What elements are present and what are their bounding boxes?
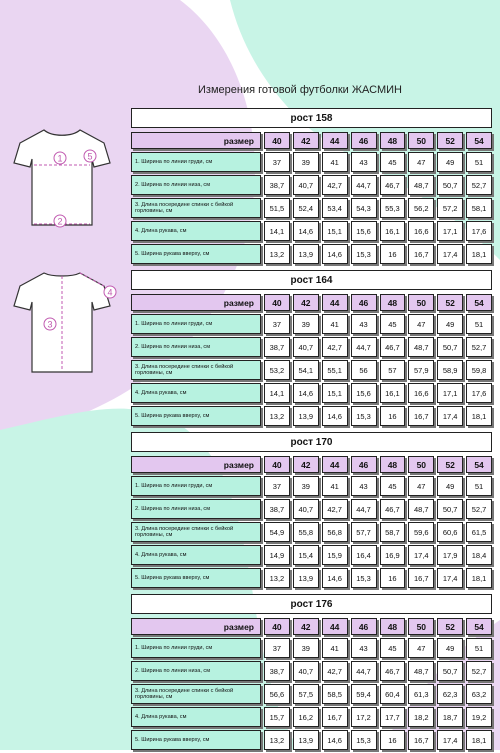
- measure-value-cell: 47: [408, 314, 434, 334]
- measure-value-cell: 16,7: [408, 568, 434, 588]
- measure-value-cell: 15,4: [293, 545, 319, 565]
- measure-value-cell: 52,7: [466, 661, 492, 681]
- measure-value-cell: 16,1: [380, 221, 406, 241]
- tshirt-back-diagram: [12, 268, 122, 380]
- measure-value-cell: 16,6: [408, 383, 434, 403]
- measure-label: 2. Ширина по линии низа, см: [131, 661, 261, 681]
- measure-value-cell: 37: [264, 152, 290, 172]
- measure-value-cell: 53,4: [322, 198, 348, 218]
- measure-value-cell: 18,7: [437, 707, 463, 727]
- measure-value-cell: 41: [322, 314, 348, 334]
- size-table: [131, 454, 492, 591]
- measure-value-cell: 13,2: [264, 406, 290, 426]
- size-header-cell: 40: [264, 618, 290, 635]
- marker-4-label: 4: [107, 287, 113, 298]
- measure-value-cell: 38,7: [264, 661, 290, 681]
- measure-value-cell: 17,9: [437, 545, 463, 565]
- measure-value-cell: 45: [380, 638, 406, 658]
- measure-value-cell: 17,1: [437, 221, 463, 241]
- measure-value-cell: 43: [351, 152, 377, 172]
- measure-value-cell: 51: [466, 314, 492, 334]
- measure-value-cell: 45: [380, 314, 406, 334]
- measure-value-cell: 49: [437, 476, 463, 496]
- measure-value-cell: 57,9: [408, 360, 434, 380]
- measure-value-cell: 47: [408, 476, 434, 496]
- measure-value-cell: 15,3: [351, 568, 377, 588]
- measure-value-cell: 61,5: [466, 522, 492, 542]
- size-table: [131, 616, 492, 753]
- measure-label: 1. Ширина по линии груди, см: [131, 314, 261, 334]
- measure-value-cell: 15,1: [322, 221, 348, 241]
- size-header-label: размер: [131, 456, 261, 473]
- measure-label: 1. Ширина по линии груди, см: [131, 638, 261, 658]
- measure-value-cell: 15,7: [264, 707, 290, 727]
- measure-value-cell: 17,4: [408, 545, 434, 565]
- measure-value-cell: 51: [466, 476, 492, 496]
- measure-label: 3. Длина посередине спинки с бейкой горловины, см: [131, 522, 261, 542]
- measure-value-cell: 45: [380, 476, 406, 496]
- measure-value-cell: 13,9: [293, 406, 319, 426]
- size-table-block: [131, 594, 492, 753]
- size-header-cell: 50: [408, 132, 434, 149]
- measure-value-cell: 49: [437, 638, 463, 658]
- measure-value-cell: 55,8: [293, 522, 319, 542]
- marker-3-label: 3: [47, 319, 53, 330]
- measure-value-cell: 44,7: [351, 661, 377, 681]
- measure-value-cell: 46,7: [380, 499, 406, 519]
- measure-value-cell: 58,1: [466, 198, 492, 218]
- measure-value-cell: 58,7: [380, 522, 406, 542]
- measure-value-cell: 16: [380, 730, 406, 750]
- measure-value-cell: 16,7: [408, 730, 434, 750]
- measure-value-cell: 41: [322, 152, 348, 172]
- measure-value-cell: 50,7: [437, 175, 463, 195]
- height-label: рост 164: [131, 270, 492, 290]
- measure-value-cell: 44,7: [351, 337, 377, 357]
- measure-value-cell: 38,7: [264, 175, 290, 195]
- measure-value-cell: 16,6: [408, 221, 434, 241]
- measure-value-cell: 14,6: [322, 244, 348, 264]
- measure-value-cell: 51: [466, 638, 492, 658]
- size-table-block: [131, 270, 492, 429]
- measure-value-cell: 17,2: [351, 707, 377, 727]
- measure-value-cell: 60,6: [437, 522, 463, 542]
- measure-value-cell: 56,6: [264, 684, 290, 704]
- size-header-cell: 52: [437, 456, 463, 473]
- measure-label: 4. Длина рукава, см: [131, 383, 261, 403]
- size-header-cell: 50: [408, 618, 434, 635]
- measure-value-cell: 14,6: [293, 383, 319, 403]
- measure-value-cell: 62,3: [437, 684, 463, 704]
- measure-value-cell: 17,4: [437, 406, 463, 426]
- measure-value-cell: 17,4: [437, 244, 463, 264]
- measure-value-cell: 17,6: [466, 221, 492, 241]
- measure-value-cell: 43: [351, 314, 377, 334]
- size-header-cell: 46: [351, 294, 377, 311]
- measure-value-cell: 44,7: [351, 175, 377, 195]
- measure-value-cell: 13,9: [293, 730, 319, 750]
- measure-value-cell: 59,6: [408, 522, 434, 542]
- measure-value-cell: 59,8: [466, 360, 492, 380]
- measure-label: 3. Длина посередине спинки с бейкой горловины, см: [131, 684, 261, 704]
- measure-value-cell: 46,7: [380, 175, 406, 195]
- measure-value-cell: 53,2: [264, 360, 290, 380]
- measure-value-cell: 16,9: [380, 545, 406, 565]
- measure-value-cell: 39: [293, 476, 319, 496]
- measure-value-cell: 49: [437, 152, 463, 172]
- size-header-cell: 40: [264, 294, 290, 311]
- measure-value-cell: 57,2: [437, 198, 463, 218]
- measure-value-cell: 50,7: [437, 337, 463, 357]
- measure-value-cell: 39: [293, 638, 319, 658]
- measure-value-cell: 48,7: [408, 175, 434, 195]
- size-header-label: размер: [131, 294, 261, 311]
- measure-value-cell: 50,7: [437, 661, 463, 681]
- size-header-cell: 46: [351, 618, 377, 635]
- height-label: рост 170: [131, 432, 492, 452]
- marker-1-label: 1: [57, 153, 63, 164]
- measure-value-cell: 15,6: [351, 221, 377, 241]
- measure-value-cell: 39: [293, 314, 319, 334]
- measure-value-cell: 42,7: [322, 661, 348, 681]
- measure-label: 5. Ширина рукава вверху, см: [131, 730, 261, 750]
- measure-label: 2. Ширина по линии низа, см: [131, 499, 261, 519]
- measure-label: 4. Длина рукава, см: [131, 707, 261, 727]
- measure-value-cell: 14,1: [264, 221, 290, 241]
- measure-value-cell: 17,4: [437, 730, 463, 750]
- measure-value-cell: 14,6: [293, 221, 319, 241]
- measure-value-cell: 63,2: [466, 684, 492, 704]
- measure-value-cell: 58,9: [437, 360, 463, 380]
- measure-value-cell: 60,4: [380, 684, 406, 704]
- measure-value-cell: 14,1: [264, 383, 290, 403]
- measure-value-cell: 46,7: [380, 661, 406, 681]
- measure-value-cell: 50,7: [437, 499, 463, 519]
- measure-value-cell: 14,6: [322, 730, 348, 750]
- marker-2-label: 2: [57, 216, 63, 227]
- measure-value-cell: 48,7: [408, 337, 434, 357]
- measure-value-cell: 13,2: [264, 730, 290, 750]
- size-header-cell: 54: [466, 456, 492, 473]
- measure-value-cell: 16,4: [351, 545, 377, 565]
- measure-value-cell: 55,1: [322, 360, 348, 380]
- measure-label: 5. Ширина рукава вверху, см: [131, 244, 261, 264]
- size-header-cell: 44: [322, 618, 348, 635]
- measure-value-cell: 55,3: [380, 198, 406, 218]
- size-table: [131, 292, 492, 429]
- measure-value-cell: 17,4: [437, 568, 463, 588]
- measure-value-cell: 44,7: [351, 499, 377, 519]
- measure-value-cell: 15,3: [351, 244, 377, 264]
- size-header-cell: 40: [264, 132, 290, 149]
- measure-label: 1. Ширина по линии груди, см: [131, 152, 261, 172]
- measure-value-cell: 43: [351, 638, 377, 658]
- measure-value-cell: 47: [408, 152, 434, 172]
- measure-value-cell: 51,5: [264, 198, 290, 218]
- size-header-cell: 52: [437, 618, 463, 635]
- measure-label: 4. Длина рукава, см: [131, 545, 261, 565]
- measure-value-cell: 16,1: [380, 383, 406, 403]
- measure-label: 2. Ширина по линии низа, см: [131, 337, 261, 357]
- measure-value-cell: 43: [351, 476, 377, 496]
- size-header-cell: 48: [380, 294, 406, 311]
- measure-value-cell: 16: [380, 568, 406, 588]
- measure-value-cell: 18,1: [466, 244, 492, 264]
- measure-value-cell: 18,2: [408, 707, 434, 727]
- measure-value-cell: 48,7: [408, 661, 434, 681]
- measure-value-cell: 54,9: [264, 522, 290, 542]
- measure-value-cell: 42,7: [322, 337, 348, 357]
- measure-value-cell: 58,5: [322, 684, 348, 704]
- size-header-cell: 40: [264, 456, 290, 473]
- size-header-cell: 54: [466, 132, 492, 149]
- tshirt-front-outline: [14, 130, 110, 225]
- measure-value-cell: 18,1: [466, 406, 492, 426]
- measure-value-cell: 40,7: [293, 499, 319, 519]
- measure-label: 2. Ширина по линии низа, см: [131, 175, 261, 195]
- measure-value-cell: 56,2: [408, 198, 434, 218]
- measure-value-cell: 16: [380, 244, 406, 264]
- measure-value-cell: 14,6: [322, 406, 348, 426]
- measure-value-cell: 37: [264, 314, 290, 334]
- size-header-cell: 46: [351, 456, 377, 473]
- page-title: Измерения готовой футболки ЖАСМИН: [198, 84, 402, 96]
- size-header-cell: 42: [293, 618, 319, 635]
- size-header-cell: 44: [322, 294, 348, 311]
- measure-value-cell: 38,7: [264, 499, 290, 519]
- size-header-cell: 42: [293, 132, 319, 149]
- height-label: рост 158: [131, 108, 492, 128]
- tshirt-front-diagram: [12, 125, 122, 235]
- measure-value-cell: 18,1: [466, 568, 492, 588]
- size-header-cell: 42: [293, 456, 319, 473]
- measure-value-cell: 16,7: [408, 406, 434, 426]
- measure-value-cell: 59,4: [351, 684, 377, 704]
- measure-value-cell: 13,9: [293, 244, 319, 264]
- measure-value-cell: 40,7: [293, 337, 319, 357]
- measure-value-cell: 18,4: [466, 545, 492, 565]
- measure-value-cell: 42,7: [322, 499, 348, 519]
- measure-label: 3. Длина посередине спинки с бейкой горловины, см: [131, 360, 261, 380]
- measure-value-cell: 52,7: [466, 175, 492, 195]
- size-header-cell: 52: [437, 294, 463, 311]
- size-header-cell: 48: [380, 618, 406, 635]
- measure-label: 4. Длина рукава, см: [131, 221, 261, 241]
- measure-value-cell: 42,7: [322, 175, 348, 195]
- measure-label: 5. Ширина рукава вверху, см: [131, 406, 261, 426]
- size-header-cell: 46: [351, 132, 377, 149]
- measure-value-cell: 13,9: [293, 568, 319, 588]
- size-table-block: [131, 432, 492, 591]
- measure-value-cell: 37: [264, 638, 290, 658]
- measure-value-cell: 52,7: [466, 337, 492, 357]
- size-table: [131, 130, 492, 267]
- size-header-cell: 54: [466, 294, 492, 311]
- measure-value-cell: 13,2: [264, 244, 290, 264]
- measure-value-cell: 13,2: [264, 568, 290, 588]
- measure-value-cell: 41: [322, 638, 348, 658]
- measure-value-cell: 39: [293, 152, 319, 172]
- measure-value-cell: 14,6: [322, 568, 348, 588]
- measure-value-cell: 47: [408, 638, 434, 658]
- measure-value-cell: 45: [380, 152, 406, 172]
- measure-value-cell: 37: [264, 476, 290, 496]
- measure-value-cell: 15,1: [322, 383, 348, 403]
- size-header-cell: 48: [380, 132, 406, 149]
- measure-value-cell: 38,7: [264, 337, 290, 357]
- measure-value-cell: 15,3: [351, 406, 377, 426]
- size-header-cell: 42: [293, 294, 319, 311]
- size-table-block: [131, 108, 492, 267]
- size-header-cell: 52: [437, 132, 463, 149]
- size-header-cell: 48: [380, 456, 406, 473]
- measure-value-cell: 56,8: [322, 522, 348, 542]
- measure-label: 1. Ширина по линии груди, см: [131, 476, 261, 496]
- measure-value-cell: 40,7: [293, 175, 319, 195]
- size-header-cell: 50: [408, 294, 434, 311]
- measure-value-cell: 15,9: [322, 545, 348, 565]
- measure-value-cell: 16,7: [408, 244, 434, 264]
- measure-value-cell: 17,7: [380, 707, 406, 727]
- measure-value-cell: 46,7: [380, 337, 406, 357]
- measure-value-cell: 52,4: [293, 198, 319, 218]
- size-header-cell: 50: [408, 456, 434, 473]
- measure-value-cell: 14,9: [264, 545, 290, 565]
- size-tables: [131, 108, 492, 753]
- measure-value-cell: 40,7: [293, 661, 319, 681]
- measure-value-cell: 61,3: [408, 684, 434, 704]
- marker-5-label: 5: [87, 151, 93, 162]
- size-header-cell: 54: [466, 618, 492, 635]
- measure-value-cell: 18,1: [466, 730, 492, 750]
- size-header-label: размер: [131, 618, 261, 635]
- size-header-label: размер: [131, 132, 261, 149]
- measure-value-cell: 51: [466, 152, 492, 172]
- measure-value-cell: 54,3: [351, 198, 377, 218]
- measure-value-cell: 15,3: [351, 730, 377, 750]
- measure-value-cell: 19,2: [466, 707, 492, 727]
- measure-value-cell: 52,7: [466, 499, 492, 519]
- measure-value-cell: 15,6: [351, 383, 377, 403]
- size-header-cell: 44: [322, 132, 348, 149]
- measure-value-cell: 57: [380, 360, 406, 380]
- measure-value-cell: 16,7: [322, 707, 348, 727]
- size-header-cell: 44: [322, 456, 348, 473]
- measure-value-cell: 57,7: [351, 522, 377, 542]
- measure-label: 3. Длина посередине спинки с бейкой горловины, см: [131, 198, 261, 218]
- measure-value-cell: 17,1: [437, 383, 463, 403]
- measure-value-cell: 49: [437, 314, 463, 334]
- height-label: рост 176: [131, 594, 492, 614]
- measure-value-cell: 16,2: [293, 707, 319, 727]
- measure-value-cell: 56: [351, 360, 377, 380]
- measure-label: 5. Ширина рукава вверху, см: [131, 568, 261, 588]
- measure-value-cell: 48,7: [408, 499, 434, 519]
- measure-value-cell: 57,5: [293, 684, 319, 704]
- measure-value-cell: 41: [322, 476, 348, 496]
- measure-value-cell: 54,1: [293, 360, 319, 380]
- measure-value-cell: 17,6: [466, 383, 492, 403]
- measure-value-cell: 16: [380, 406, 406, 426]
